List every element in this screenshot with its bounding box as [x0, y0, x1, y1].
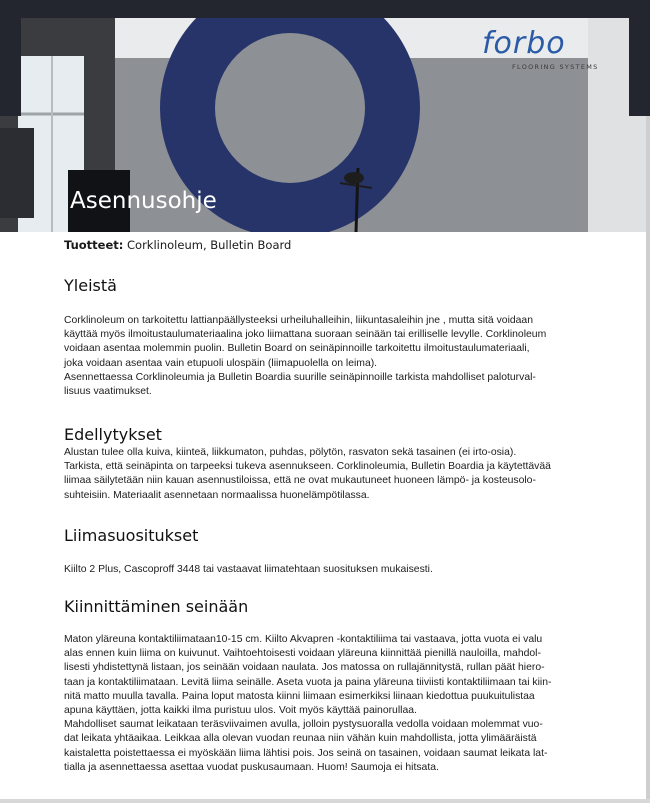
section-body-wall-mounting — [64, 633, 598, 775]
text-line: taan ja kontaktiliimataan. Levitä liima seinälle. Aseta vuota ja paina yläreuna tiiviisti kontaktiliimaan tai kiin- — [64, 676, 552, 688]
text-line: suhteisiin. Materiaalit asennetaan normaalissa huonelämpötilassa. — [64, 489, 370, 501]
text-line: apuna käyttäen, jotta kaikki ilma puristuu ulos. Voit myös käyttää painorullaa. — [64, 705, 417, 717]
text-line: Corklinoleum on tarkoitettu lattianpäällysteeksi urheiluhalleihin, liikuntasaleihin jne , mutta sitä voidaan — [64, 315, 533, 326]
section-heading-prerequisites: Edellytykset — [64, 425, 162, 444]
text-line: tialla ja asennettaessa asettaa vuodat puskusaumaan. Huom! Saumoja ei hitsata. — [64, 761, 439, 773]
text-line: Asennettaessa Corklinoleumia ja Bulletin Boardia suurille seinäpinnoille tarkista mahdolliset paloturval- — [64, 371, 536, 383]
section-body-adhesives — [64, 563, 598, 577]
section-heading-adhesives: Liimasuositukset — [64, 526, 199, 545]
text-line: voidaan asentaa molemmin puolin. Bulletin Board on seinäpinnoille tarkoitettu ilmoitustaulumateriaali, — [64, 343, 530, 355]
text-line: lisuus vaatimukset. — [64, 386, 152, 398]
text-line: joka voidaan asentaa vain etupuoli ulospäin (liimapuolella on leima). — [64, 357, 378, 369]
page-title: Asennusohje — [70, 188, 217, 214]
section-heading-wall-mounting: Kiinnittäminen seinään — [64, 597, 249, 616]
brand-logo: forbo — [482, 26, 566, 61]
section-body-general — [64, 314, 598, 399]
frame-right — [629, 0, 650, 116]
text-line: Kiilto 2 Plus, Cascoproff 3448 tai vastaavat liimatehtaan suosituksen mukaisesti. — [64, 564, 433, 575]
frame-left — [0, 0, 21, 116]
text-line: käyttää myös ilmoitustaulumateriaalina joko liimattana suoraan seinään tai erilliselle levylle. Corklinoleum — [64, 329, 547, 341]
text-line: alas ennen kuin liima on kuivunut. Vaihtoehtoisesti voidaan yläreuna kiinnittää pienillä nauloilla, mahdol- — [64, 648, 541, 660]
page-bottom-edge — [0, 799, 650, 803]
text-line: Mahdolliset saumat leikataan teräsviivaimen avulla, jolloin pystysuoralla vedolla voidaan molemmat vuo- — [64, 719, 543, 731]
products-value: Corklinoleum, Bulletin Board — [127, 238, 292, 252]
brand-subtitle: FLOORING SYSTEMS — [512, 63, 599, 71]
section-body-prerequisites — [64, 446, 598, 503]
header-photo — [0, 18, 646, 232]
frame-top — [0, 0, 650, 18]
section-heading-general: Yleistä — [64, 276, 117, 295]
page-edge-shadow — [646, 116, 650, 803]
text-line: kaistaletta poistettaessa ei myöskään liima lähtisi pois. Jos seinä on tasainen, voidaan saumat leikata lat- — [64, 747, 548, 759]
text-line: Maton yläreuna kontaktiliimataan10-15 cm. Kiilto Akvapren -kontaktiliima tai vastaava, jotta vuota ei valu — [64, 634, 543, 645]
products-label: Tuotteet: — [64, 238, 124, 252]
text-line: Alustan tulee olla kuiva, kiinteä, liikkumaton, puhdas, pölytön, rasvaton sekä tasainen (ei irto-osia). — [64, 447, 517, 458]
products-line — [64, 238, 291, 252]
text-line: nitä matto muulla tavalla. Paina loput matosta kiinni liimaan esimerkiksi liinaan kiedottua puukuitulistaa — [64, 690, 535, 702]
text-line: Tarkista, että seinäpinta on tarpeeksi tukeva asennukseen. Corklinoleumia, Bulletin Boardia ja käytettävää — [64, 461, 551, 473]
text-line: lisesti yhdistettynä listaan, jos seinään voidaan naulata. Jos matossa on rullajännitystä, rullan päät hiero- — [64, 662, 545, 674]
text-line: dat leikata yhtäaikaa. Leikkaa alla olevan vuodan reunaa niin vähän kuin mahdollista, jotta ylimääräistä — [64, 733, 537, 745]
text-line: liimaa säilytetään niin kauan asennustiloissa, että ne ovat mukautuneet huoneen lämpö- ja kosteusolo- — [64, 475, 536, 487]
